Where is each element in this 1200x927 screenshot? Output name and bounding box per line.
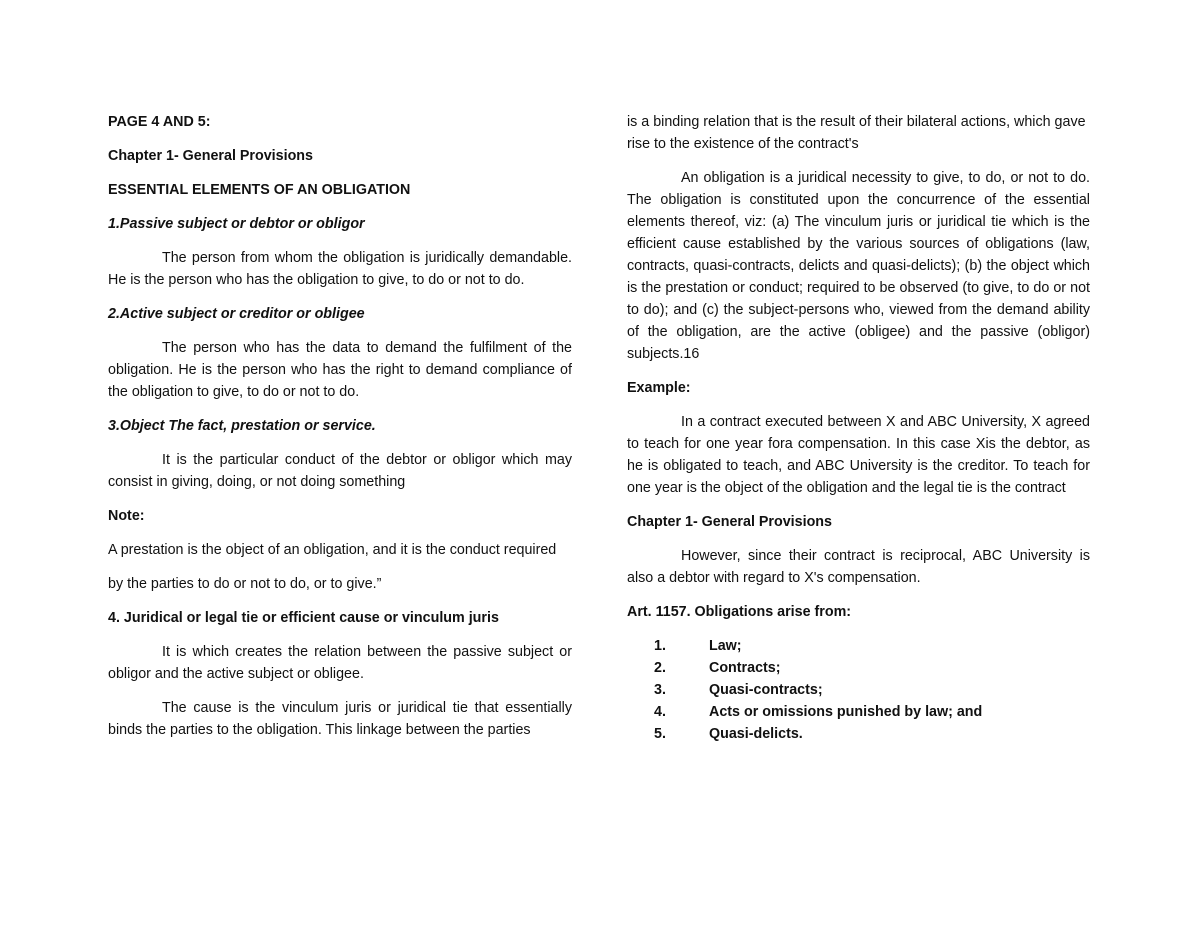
chapter-title: Chapter 1- General Provisions [108, 148, 313, 164]
note-text: A prestation is the object of an obligation, and it is the conduct required [108, 542, 557, 558]
list-item [627, 679, 1090, 701]
list-item [627, 701, 1090, 723]
element-1-title: 1.Passive subject or debtor or obligor [108, 216, 365, 232]
element-1-text: The person from whom the obligation is juridically demandable. He is the person who has the obligation to give, to do or not to do. [108, 250, 572, 288]
chapter-title-2: Chapter 1- General Provisions [627, 514, 832, 530]
element-2-title: 2.Active subject or creditor or obligee [108, 306, 365, 322]
list-text: Law; [709, 638, 742, 654]
note-label: Note: [108, 508, 145, 524]
list-number: 5. [654, 726, 666, 742]
page-heading: PAGE 4 AND 5: [108, 114, 211, 130]
list-text: Quasi-delicts. [709, 726, 803, 742]
list-text: Acts or omissions punished by law; and [709, 704, 983, 720]
list-item [627, 723, 1090, 745]
left-column [108, 111, 572, 741]
right-column [627, 111, 1090, 745]
continued-text: is a binding relation that is the result of their bilateral actions, which gave rise to the existence of the contract's [627, 114, 1086, 152]
list-number: 2. [654, 660, 666, 676]
element-3-title: 3.Object The fact, prestation or service. [108, 418, 376, 434]
article-title: Art. 1157. Obligations arise from: [627, 604, 852, 620]
however-text: However, since their contract is reciprocal, ABC University is also a debtor with regard to X's compensation. [627, 548, 1090, 586]
list-number: 1. [654, 638, 666, 654]
element-4-title: 4. Juridical or legal tie or efficient cause or vinculum juris [108, 610, 499, 626]
list-item [627, 657, 1090, 679]
element-3-text: It is the particular conduct of the debtor or obligor which may consist in giving, doing, or not doing something [108, 452, 572, 490]
list-number: 4. [654, 704, 666, 720]
element-4-text-2: The cause is the vinculum juris or juridical tie that essentially binds the parties to the obligation. This linkage between the parties [108, 700, 572, 738]
example-label: Example: [627, 380, 691, 396]
list-text: Quasi-contracts; [709, 682, 823, 698]
list-item [627, 635, 1090, 657]
obligation-paragraph: An obligation is a juridical necessity to give, to do, or not to do. The obligation is constituted upon the concurrence of the essential elements thereof, viz: (a) The vinculum juris or juridical tie which is the efficient cause established by the various sources of obligations (law, contracts, quasi-contracts, delicts and quasi-delicts); (b) the object which is the prestation or conduct; required to be observed (to give, to do or not to do); and (c) the subject-persons who, viewed from the demand ability of the obligation, are the active (obligee) and the passive (obligor) subjects.16 [627, 170, 1090, 362]
note-text-continued: by the parties to do or not to do, or to give.” [108, 576, 382, 592]
example-text: In a contract executed between X and ABC University, X agreed to teach for one year fora compensation. In this case Xis the debtor, as he is obligated to teach, and ABC University is the creditor. To teach for one year is the object of the obligation and the legal tie is the contract [627, 414, 1090, 496]
element-4-text: It is which creates the relation between the passive subject or obligor and the active subject or obligee. [108, 644, 572, 682]
list-number: 3. [654, 682, 666, 698]
element-2-text: The person who has the data to demand the fulfilment of the obligation. He is the person who has the right to demand compliance of the obligation to give, to do or not to do. [108, 340, 572, 400]
section-title: ESSENTIAL ELEMENTS OF AN OBLIGATION [108, 182, 411, 198]
list-text: Contracts; [709, 660, 781, 676]
sources-list [627, 635, 1090, 745]
